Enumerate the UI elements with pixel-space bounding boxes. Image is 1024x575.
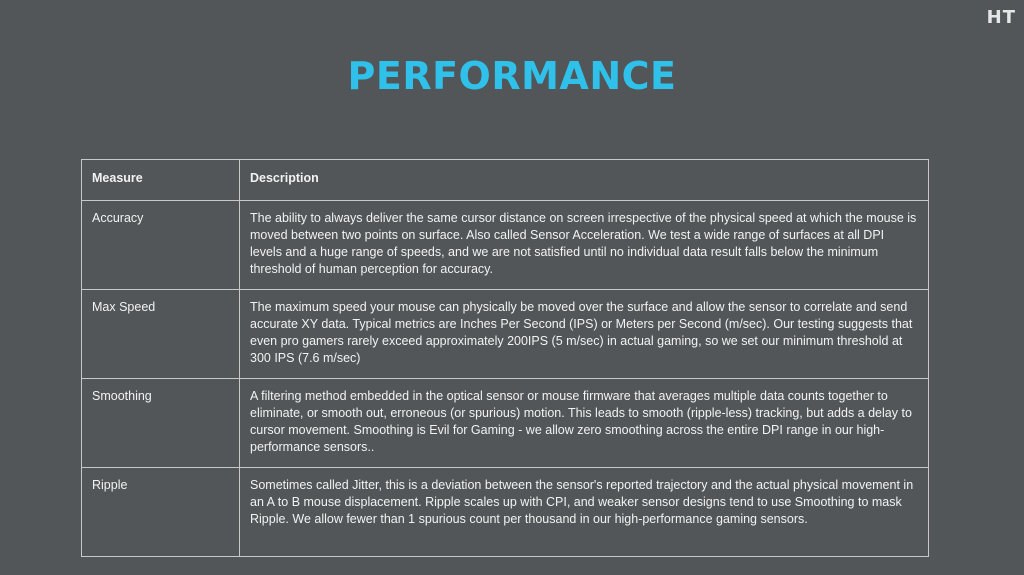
measure-cell: Smoothing <box>82 379 240 468</box>
measure-cell: Ripple <box>82 468 240 557</box>
header-measure: Measure <box>82 160 240 201</box>
table-header-row <box>82 160 929 201</box>
description-cell: A filtering method embedded in the optical sensor or mouse firmware that averages multiple data counts together to eliminate, or smooth out, erroneous (or spurious) motion. This leads to smooth (ripple-less) tracking, but adds a delay to cursor movement. Smoothing is Evil for Gaming - we allow zero smoothing across the entire DPI range in our high-performance sensors.. <box>240 379 929 468</box>
table-row <box>82 201 929 290</box>
description-cell: The ability to always deliver the same cursor distance on screen irrespective of the physical speed at which the mouse is moved between two points on surface. Also called Sensor Acceleration. We test a wide range of surfaces at all DPI levels and a huge range of speeds, and we are not satisfied until no individual data result falls below the minimum threshold of human perception for accuracy. <box>240 201 929 290</box>
table-row <box>82 468 929 557</box>
description-cell: Sometimes called Jitter, this is a deviation between the sensor's reported trajectory and the actual physical movement in an A to B mouse displacement. Ripple scales up with CPI, and weaker sensor designs tend to use Smoothing to mask Ripple. We allow fewer than 1 spurious count per thousand in our high-performance gaming sensors. <box>240 468 929 557</box>
slide-title: PERFORMANCE <box>347 54 677 98</box>
brand-logo: HT <box>986 7 1016 28</box>
measure-cell: Max Speed <box>82 290 240 379</box>
table-row <box>82 290 929 379</box>
performance-table <box>81 159 929 557</box>
description-cell: The maximum speed your mouse can physically be moved over the surface and allow the sensor to correlate and send accurate XY data. Typical metrics are Inches Per Second (IPS) or Meters per Second (m/sec). Our testing suggests that even pro gamers rarely exceed approximately 200IPS (5 m/sec) in actual gaming, so we set our minimum threshold at 300 IPS (7.6 m/sec) <box>240 290 929 379</box>
table-row <box>82 379 929 468</box>
measure-cell: Accuracy <box>82 201 240 290</box>
header-description: Description <box>240 160 929 201</box>
